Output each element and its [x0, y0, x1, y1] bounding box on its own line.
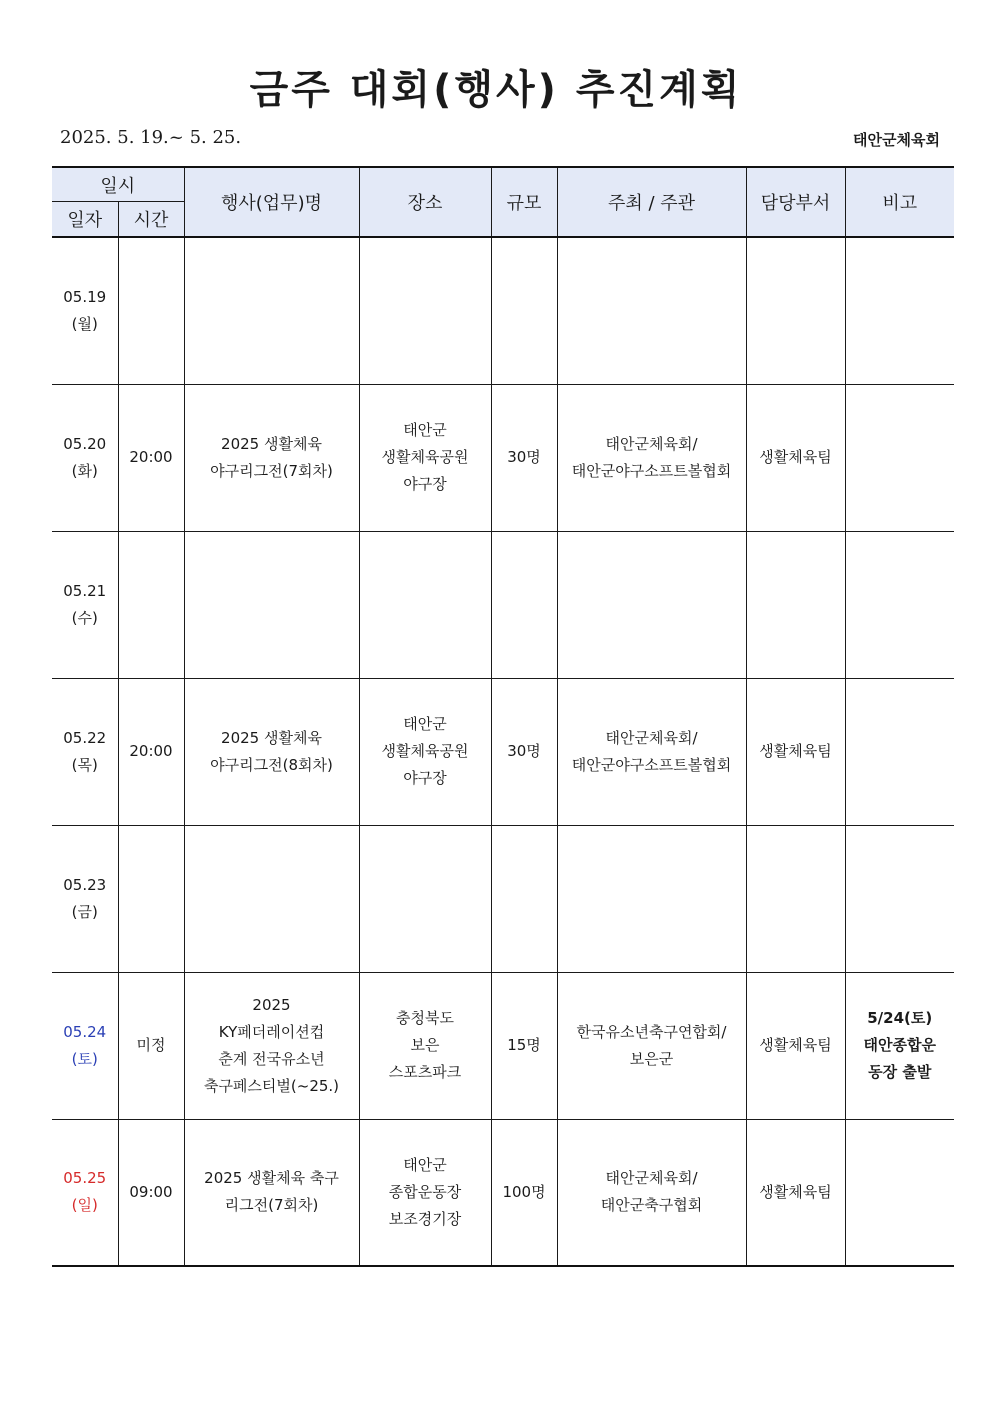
remarks-cell — [845, 1119, 954, 1266]
remarks-cell — [845, 384, 954, 531]
department-cell — [746, 531, 845, 678]
date-text: 05.19 — [63, 287, 107, 306]
remarks-cell — [845, 531, 954, 678]
date-text: 05.25 — [63, 1169, 107, 1188]
weekday-text: (월) — [71, 314, 98, 333]
department-text: 생활체육팀 — [759, 742, 832, 760]
host-cell — [557, 972, 746, 1119]
venue-line: 종합운동장 — [388, 1182, 462, 1201]
host-line: 태안군축구협회 — [600, 1196, 703, 1215]
remarks-cell — [845, 825, 954, 972]
department-cell — [746, 972, 845, 1119]
venue-cell — [359, 678, 491, 825]
scale-cell — [491, 825, 557, 972]
header-venue: 장소 — [359, 167, 491, 237]
venue-cell — [359, 531, 491, 678]
date-text: 05.23 — [63, 875, 107, 894]
date-cell — [52, 1119, 118, 1266]
venue-line: 스포츠파크 — [388, 1063, 462, 1081]
date-cell — [52, 972, 118, 1119]
venue-cell — [359, 384, 491, 531]
event-line: 2025 생활체육 — [221, 434, 322, 453]
host-line: 태안군체육회/ — [605, 434, 698, 453]
weekday-text: (화) — [71, 461, 98, 480]
date-cell — [52, 237, 118, 384]
venue-line: 보조경기장 — [388, 1209, 462, 1228]
date-text: 05.20 — [63, 434, 107, 453]
weekday-text: (목) — [71, 755, 98, 774]
scale-text: 100명 — [502, 1182, 546, 1201]
host-line: 한국유소년축구연합회/ — [576, 1022, 727, 1041]
date-text: 05.24 — [63, 1022, 107, 1041]
header-host: 주최 / 주관 — [557, 167, 746, 237]
venue-line: 보은 — [410, 1036, 440, 1054]
department-cell — [746, 678, 845, 825]
event-line: 2025 — [252, 995, 291, 1014]
event-line: 야구리그전(8회차) — [210, 755, 333, 774]
venue-line: 야구장 — [403, 475, 447, 493]
venue-cell — [359, 1119, 491, 1266]
remarks-cell — [845, 972, 954, 1119]
page-title: 금주 대회(행사) 추진계획 — [249, 67, 743, 113]
table-row — [52, 384, 954, 531]
event-cell — [184, 825, 359, 972]
time-cell — [118, 1119, 184, 1266]
venue-line: 생활체육공원 — [381, 448, 469, 466]
table-row — [52, 1119, 954, 1266]
venue-cell — [359, 972, 491, 1119]
time-cell — [118, 237, 184, 384]
department-cell — [746, 1119, 845, 1266]
weekday-text: (토) — [71, 1049, 98, 1068]
table-row — [52, 825, 954, 972]
venue-line: 태안군 — [403, 715, 447, 733]
scale-cell — [491, 237, 557, 384]
remarks-line: 태안종합운 — [863, 1036, 936, 1054]
scale-cell — [491, 678, 557, 825]
event-cell — [184, 237, 359, 384]
remarks-cell — [845, 678, 954, 825]
host-line: 태안군야구소프트볼협회 — [571, 755, 732, 774]
time-cell — [118, 678, 184, 825]
organization-name: 태안군체육회 — [853, 131, 940, 149]
time-cell — [118, 972, 184, 1119]
scale-text: 15명 — [507, 1036, 541, 1054]
date-cell — [52, 678, 118, 825]
venue-line: 태안군 — [403, 421, 447, 439]
department-cell — [746, 384, 845, 531]
event-cell — [184, 678, 359, 825]
weekday-text: (수) — [71, 608, 98, 627]
header-date: 일자 — [52, 202, 118, 238]
scale-cell — [491, 972, 557, 1119]
time-cell — [118, 825, 184, 972]
date-text: 05.22 — [63, 728, 107, 747]
venue-cell — [359, 825, 491, 972]
event-cell — [184, 1119, 359, 1266]
weekday-text: (금) — [71, 902, 98, 921]
schedule-rows — [52, 237, 954, 1266]
department-text: 생활체육팀 — [759, 448, 832, 466]
header-datetime: 일시 — [52, 167, 184, 202]
time-text: 09:00 — [129, 1182, 173, 1201]
time-text: 미정 — [136, 1036, 166, 1054]
header-time: 시간 — [118, 202, 184, 238]
time-cell — [118, 384, 184, 531]
department-cell — [746, 237, 845, 384]
venue-line: 충청북도 — [396, 1009, 454, 1027]
time-cell — [118, 531, 184, 678]
event-cell — [184, 384, 359, 531]
header-event-name: 행사(업무)명 — [184, 167, 359, 237]
header-scale: 규모 — [491, 167, 557, 237]
host-cell — [557, 531, 746, 678]
event-line: 리그전(7회차) — [224, 1196, 319, 1215]
table-row — [52, 531, 954, 678]
event-line: 춘계 전국유소년 — [218, 1049, 325, 1068]
host-line: 태안군야구소프트볼협회 — [571, 461, 732, 480]
remarks-line: 동장 출발 — [868, 1063, 932, 1081]
venue-line: 태안군 — [403, 1155, 447, 1174]
host-cell — [557, 825, 746, 972]
host-line: 보은군 — [629, 1049, 674, 1068]
department-text: 생활체육팀 — [759, 1182, 832, 1201]
event-cell — [184, 531, 359, 678]
date-text: 05.21 — [63, 581, 107, 600]
scale-cell — [491, 1119, 557, 1266]
scale-cell — [491, 531, 557, 678]
venue-line: 야구장 — [403, 769, 447, 787]
header-remarks: 비고 — [845, 167, 954, 237]
table-row — [52, 678, 954, 825]
schedule-table — [52, 166, 954, 1267]
department-cell — [746, 825, 845, 972]
weekday-text: (일) — [71, 1196, 98, 1215]
event-line: 2025 생활체육 — [221, 728, 322, 747]
header-department: 담당부서 — [746, 167, 845, 237]
venue-cell — [359, 237, 491, 384]
event-line: 2025 생활체육 축구 — [204, 1169, 339, 1188]
date-cell — [52, 531, 118, 678]
department-text: 생활체육팀 — [759, 1036, 832, 1054]
time-text: 20:00 — [129, 448, 173, 466]
event-line: KY페더레이션컵 — [218, 1022, 325, 1041]
date-cell — [52, 384, 118, 531]
host-line: 태안군체육회/ — [605, 728, 698, 747]
remarks-line: 5/24(토) — [867, 1009, 933, 1027]
date-cell — [52, 825, 118, 972]
venue-line: 생활체육공원 — [381, 742, 469, 760]
scale-cell — [491, 384, 557, 531]
host-cell — [557, 384, 746, 531]
scale-text: 30명 — [507, 448, 541, 466]
period-range: 2025. 5. 19.~ 5. 25. — [60, 127, 242, 148]
table-row — [52, 972, 954, 1119]
remarks-cell — [845, 237, 954, 384]
host-line: 태안군체육회/ — [605, 1169, 698, 1188]
host-cell — [557, 678, 746, 825]
scale-text: 30명 — [507, 742, 541, 760]
time-text: 20:00 — [129, 742, 173, 760]
event-cell — [184, 972, 359, 1119]
host-cell — [557, 1119, 746, 1266]
event-line: 야구리그전(7회차) — [210, 461, 333, 480]
host-cell — [557, 237, 746, 384]
table-row — [52, 237, 954, 384]
event-line: 축구페스티벌(~25.) — [203, 1076, 340, 1095]
